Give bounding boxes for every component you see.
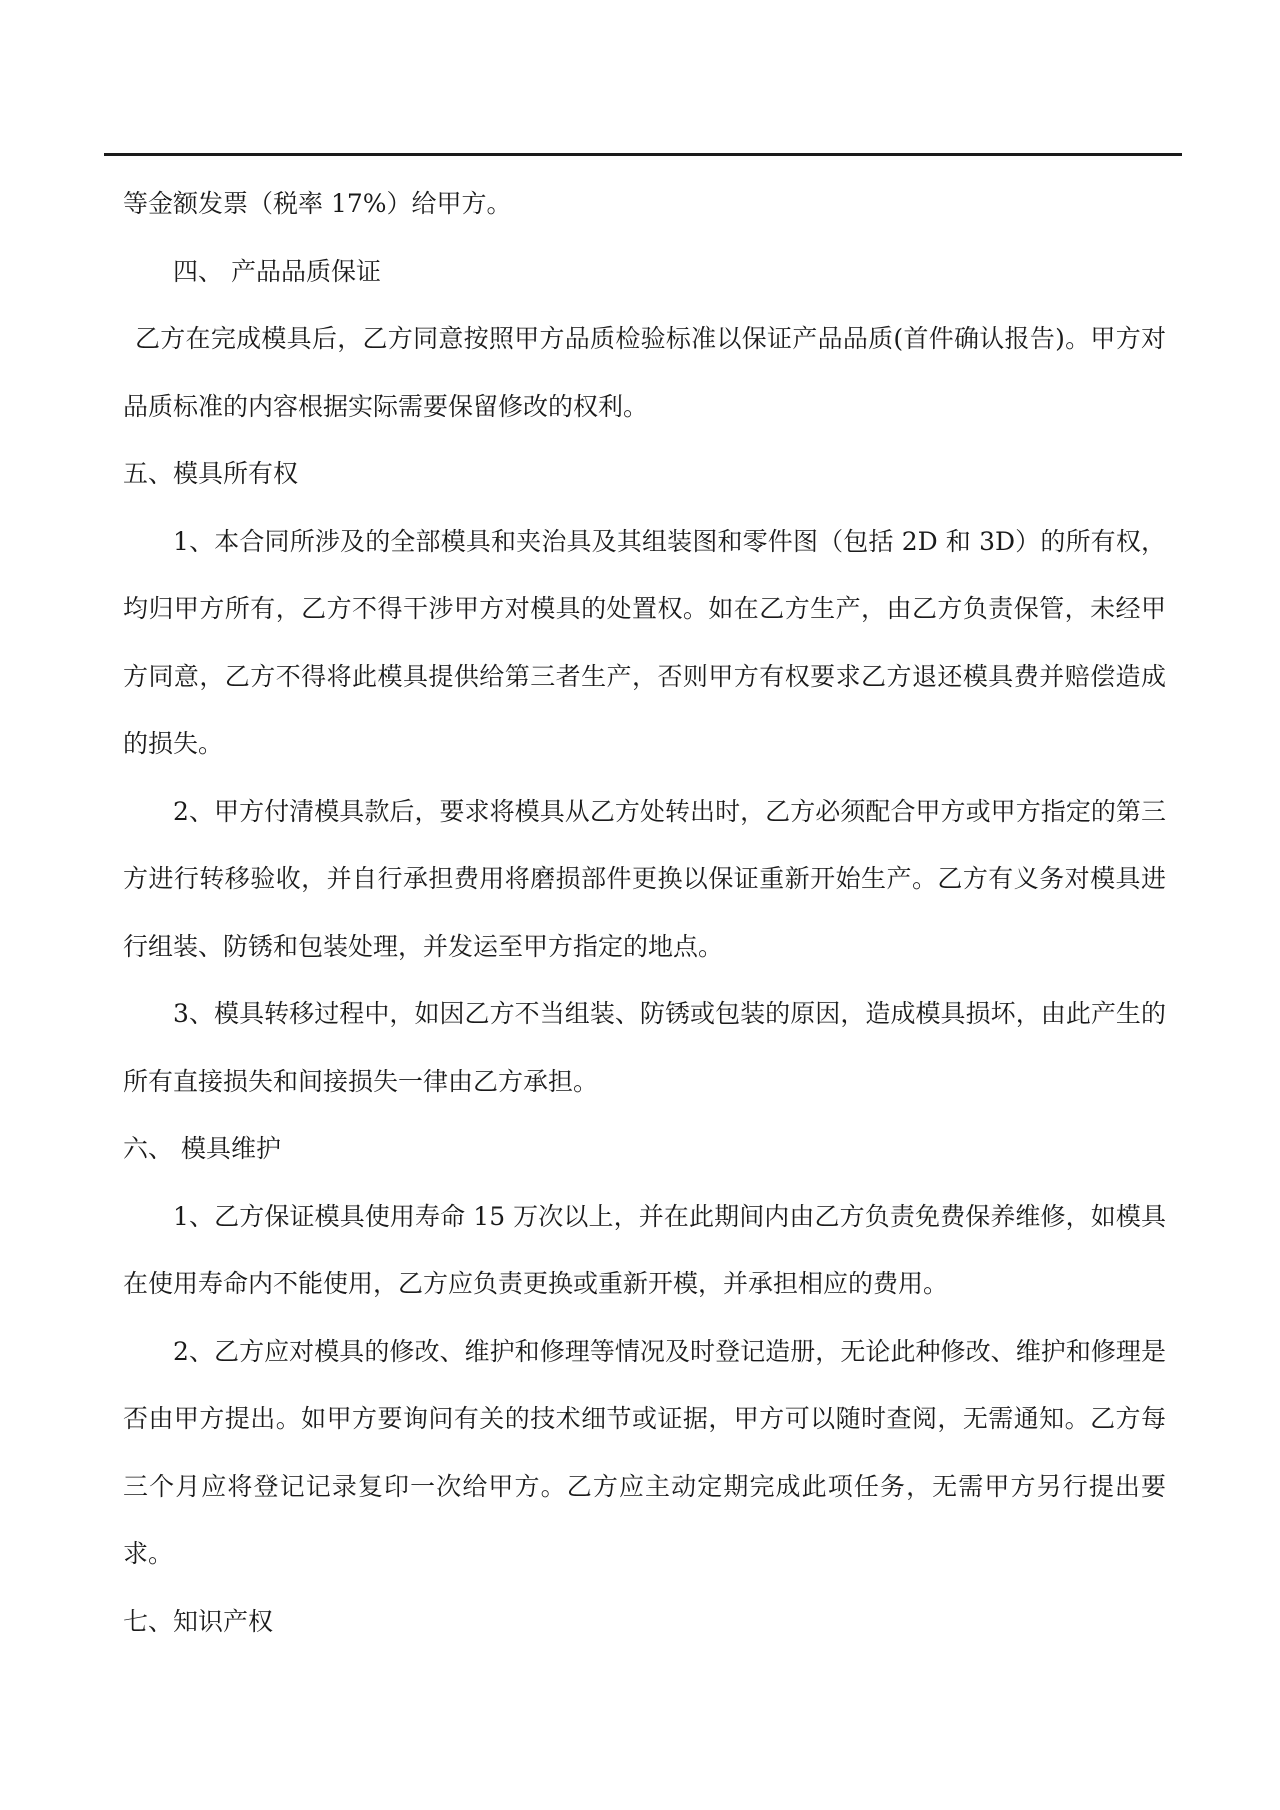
section-heading-ip: 七、知识产权: [123, 1606, 274, 1636]
maintenance-clause-1: 1、乙方保证模具使用寿命 15 万次以上，并在此期间内由乙方负责免费保养维修，如模具在使用寿命内不能使用，乙方应负责更换或重新开模，并承担相应的费用。: [123, 1201, 1166, 1298]
document-body: [123, 170, 1166, 1655]
header-rule: [104, 153, 1182, 156]
quality-paragraph: 乙方在完成模具后，乙方同意按照甲方品质检验标准以保证产品品质(首件确认报告)。甲方对品质标准的内容根据实际需要保留修改的权利。: [123, 324, 1166, 421]
ownership-clause-1: 1、本合同所涉及的全部模具和夹治具及其组装图和零件图（包括 2D 和 3D）的所有权，均归甲方所有，乙方不得干涉甲方对模具的处置权。如在乙方生产，由乙方负责保管，未经甲方同意，乙方不得将此模具提供给第三者生产，否则甲方有权要求乙方退还模具费并赔偿造成的损失。: [123, 526, 1166, 758]
section-heading-quality: 四、 产品品质保证: [173, 256, 381, 286]
section-heading-maintenance: 六、 模具维护: [123, 1134, 281, 1163]
maintenance-clause-2: 2、乙方应对模具的修改、维护和修理等情况及时登记造册，无论此种修改、维护和修理是否由甲方提出。如甲方要询问有关的技术细节或证据，甲方可以随时查阅，无需通知。乙方每三个月应将登记记录复印一次给甲方。乙方应主动定期完成此项任务，无需甲方另行提出要求。: [123, 1336, 1166, 1568]
ownership-clause-3: 3、模具转移过程中，如因乙方不当组装、防锈或包装的原因，造成模具损坏，由此产生的所有直接损失和间接损失一律由乙方承担。: [123, 999, 1166, 1096]
invoice-continuation: 等金额发票（税率 17%）给甲方。: [123, 189, 512, 218]
ownership-clause-2: 2、甲方付清模具款后，要求将模具从乙方处转出时，乙方必须配合甲方或甲方指定的第三方进行转移验收，并自行承担费用将磨损部件更换以保证重新开始生产。乙方有义务对模具进行组装、防锈和包装处理，并发运至甲方指定的地点。: [123, 796, 1166, 961]
section-heading-ownership: 五、模具所有权: [123, 459, 299, 488]
